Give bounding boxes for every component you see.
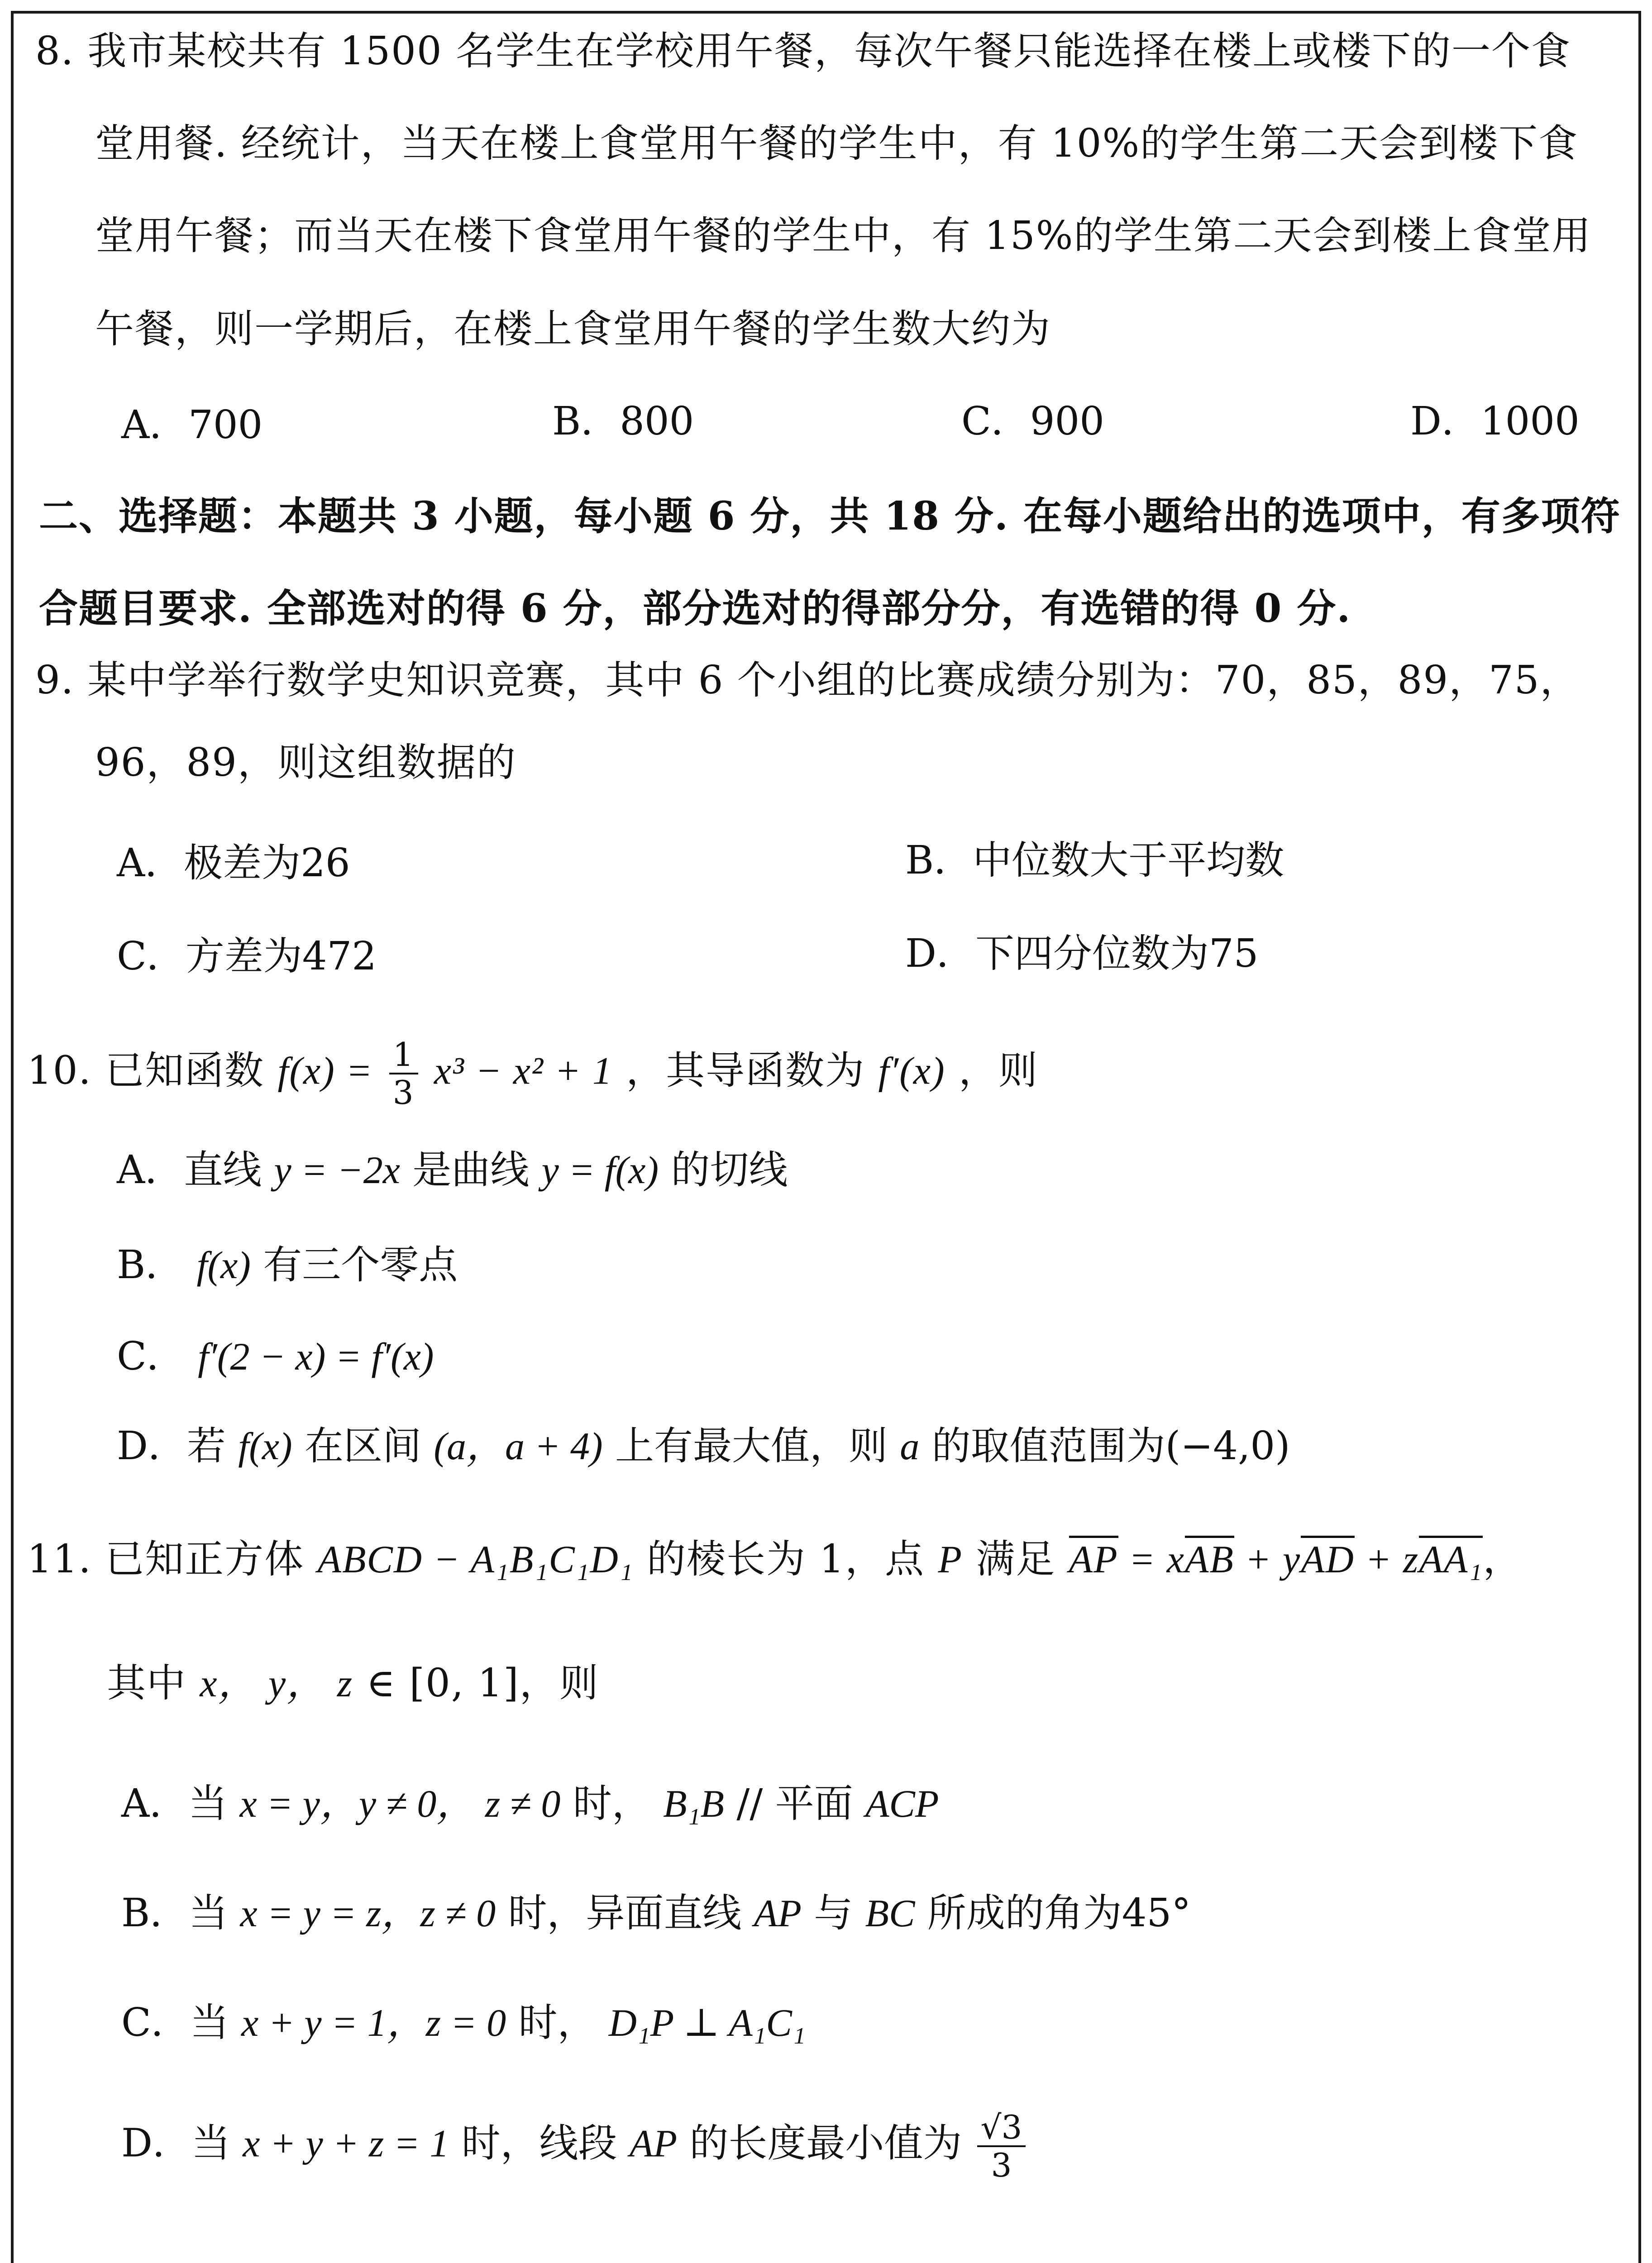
q8-line3: 堂用午餐；而当天在楼下食堂用午餐的学生中，有 15%的学生第二天会到楼上食堂用 bbox=[95, 213, 1592, 258]
q11-option-d bbox=[121, 2109, 1028, 2183]
q9-number: 9. bbox=[35, 658, 75, 703]
q11-option-c-label: C．当 bbox=[121, 2000, 229, 2045]
q11-option-d-mid: 时，线段 bbox=[461, 2120, 617, 2166]
q11-option-b-mid: 时，异面直线 bbox=[508, 1891, 742, 1936]
q8-option-c: C．900 bbox=[961, 399, 1104, 444]
q11-line2-vars: x， y， z bbox=[200, 1661, 353, 1705]
q10-option-c bbox=[117, 1332, 434, 1381]
q11-plus1: + y bbox=[1234, 1537, 1301, 1581]
q10-option-b-end: 有三个零点 bbox=[263, 1242, 458, 1288]
q10-option-b bbox=[117, 1240, 458, 1290]
q11-stem bbox=[27, 1534, 1523, 1584]
q10-stem bbox=[27, 1036, 1038, 1111]
q8-line4: 午餐，则一学期后，在楼上食堂用午餐的学生数大约为 bbox=[95, 306, 1051, 352]
q11-option-a-edge: B₁B bbox=[663, 1782, 725, 1825]
q11-option-c-relation: D₁P ⊥ A₁C₁ bbox=[608, 2001, 806, 2044]
q9-option-b: B．中位数大于平均数 bbox=[905, 838, 1284, 883]
q10-number: 10. bbox=[27, 1048, 92, 1093]
q11-option-c bbox=[121, 1998, 806, 2048]
q10-option-c-math: f′(2 − x) = f′(x) bbox=[198, 1335, 434, 1378]
q10-option-d-interval: (a，a + 4) bbox=[434, 1424, 603, 1468]
q11-option-a-cond: x = y，y ≠ 0， z ≠ 0 bbox=[239, 1782, 561, 1825]
q11-vector-ab: AB bbox=[1185, 1536, 1234, 1580]
q11-option-c-mid: 时， bbox=[518, 2000, 597, 2045]
q11-option-b-label: B．当 bbox=[121, 1891, 228, 1936]
section2-heading-line2: 合题目要求. 全部选对的得 6 分，部分选对的得部分分，有选错的得 0 分. bbox=[39, 586, 1351, 631]
q9-line2: 96，89，则这组数据的 bbox=[95, 740, 516, 785]
q10-fraction-numerator: 1 bbox=[389, 1036, 418, 1074]
q10-option-b-math: f(x) bbox=[196, 1243, 251, 1287]
q11-eq: = x bbox=[1118, 1537, 1185, 1581]
q11-option-b-mid2: 与 bbox=[814, 1891, 853, 1936]
q10-option-b-label: B． bbox=[117, 1242, 185, 1288]
q10-option-a-label: A．直线 bbox=[117, 1147, 262, 1193]
q8-option-a: A．700 bbox=[121, 402, 263, 448]
q11-option-d-ap: AP bbox=[629, 2121, 677, 2165]
q11-vector-ap: AP bbox=[1069, 1536, 1118, 1580]
q11-cube: ABCD − A₁B₁C₁D₁ bbox=[317, 1537, 634, 1581]
q11-option-a-mid: 时， bbox=[573, 1781, 651, 1826]
q11-stem-a: 已知正方体 bbox=[105, 1537, 305, 1582]
q11-number: 11. bbox=[27, 1537, 92, 1582]
q11-point: P bbox=[938, 1537, 963, 1581]
q11-option-b-ap: AP bbox=[754, 1891, 802, 1935]
q11-line2-a: 其中 bbox=[107, 1661, 186, 1706]
q10-polynomial: x³ − x² + 1 bbox=[434, 1049, 613, 1093]
q11-option-d-mid2: 的长度最小值为 bbox=[689, 2120, 962, 2166]
q11-option-b-cond: x = y = z，z ≠ 0 bbox=[240, 1891, 496, 1935]
q10-option-a-curve: y = f(x) bbox=[541, 1148, 659, 1192]
q9-line1 bbox=[35, 655, 1580, 705]
q8-number: 8. bbox=[35, 29, 75, 74]
q11-option-b bbox=[121, 1888, 1191, 1938]
q11-line2 bbox=[107, 1658, 599, 1708]
q11-option-b-bc: BC bbox=[865, 1891, 915, 1935]
q9-stem-line1: 某中学举行数学史知识竞赛，其中 6 个小组的比赛成绩分别为：70，85，89，75， bbox=[87, 658, 1580, 703]
q10-option-d bbox=[117, 1421, 1290, 1471]
q10-option-a-line: y = −2x bbox=[274, 1148, 400, 1192]
q11-stem-end: ， bbox=[1483, 1537, 1523, 1582]
q8-option-b: B．800 bbox=[552, 399, 694, 444]
q10-option-d-mid2: 上有最大值，则 bbox=[615, 1423, 888, 1469]
q11-option-d-fraction bbox=[977, 2109, 1026, 2183]
q11-option-a-plane: ACP bbox=[865, 1782, 939, 1825]
q8-line2: 堂用餐. 经统计，当天在楼上食堂用午餐的学生中，有 10%的学生第二天会到楼下食 bbox=[95, 121, 1579, 166]
q10-option-d-end: 的取值范围为(−4,0) bbox=[931, 1423, 1290, 1469]
q11-option-c-cond: x + y = 1，z = 0 bbox=[241, 2001, 506, 2044]
q11-option-b-end: 所成的角为45° bbox=[927, 1891, 1191, 1936]
q10-option-d-label: D．若 bbox=[117, 1423, 226, 1469]
q11-option-d-denominator: 3 bbox=[991, 2146, 1012, 2184]
q11-option-a-end: // 平面 bbox=[736, 1781, 853, 1826]
q11-option-a bbox=[121, 1779, 939, 1829]
q10-derivative: f′(x) bbox=[878, 1049, 945, 1093]
q8-option-d: D．1000 bbox=[1410, 399, 1580, 444]
q10-stem-a: 已知函数 bbox=[105, 1048, 265, 1093]
q10-option-d-a: a bbox=[900, 1424, 920, 1468]
q11-option-d-label: D．当 bbox=[121, 2120, 230, 2166]
q11-option-d-numerator: √3 bbox=[977, 2109, 1026, 2147]
q11-option-d-cond: x + y + z = 1 bbox=[243, 2121, 449, 2165]
q11-plus2: + z bbox=[1354, 1537, 1419, 1581]
q8-stem-line1: 我市某校共有 1500 名学生在学校用午餐，每次午餐只能选择在楼上或楼下的一个食 bbox=[87, 29, 1571, 74]
q11-line2-b: ∈ [0, 1]，则 bbox=[366, 1661, 599, 1706]
q10-option-a-end: 的切线 bbox=[671, 1147, 788, 1193]
q10-stem-c: ，则 bbox=[959, 1048, 1039, 1093]
q10-option-c-label: C． bbox=[117, 1334, 186, 1379]
q11-option-a-label: A．当 bbox=[121, 1781, 228, 1826]
q11-stem-c: 满足 bbox=[976, 1537, 1056, 1582]
q9-option-a: A．极差为26 bbox=[117, 840, 350, 886]
q10-option-d-fx: f(x) bbox=[238, 1424, 292, 1468]
q10-fraction-denominator: 3 bbox=[392, 1074, 415, 1112]
q10-fx: f(x) = bbox=[277, 1049, 373, 1093]
q10-option-d-mid1: 在区间 bbox=[304, 1423, 421, 1469]
q11-vector-ad: AD bbox=[1301, 1536, 1355, 1580]
q9-option-c: C．方差为472 bbox=[117, 934, 377, 979]
q10-option-a bbox=[117, 1145, 788, 1195]
q11-stem-b: 的棱长为 1，点 bbox=[646, 1537, 925, 1582]
q11-vector-aa1: AA₁ bbox=[1419, 1536, 1483, 1580]
q10-stem-b: ，其导函数为 bbox=[626, 1048, 865, 1093]
q10-fraction bbox=[389, 1036, 418, 1111]
q9-option-d: D．下四分位数为75 bbox=[905, 931, 1259, 976]
section2-heading-line1: 二、选择题：本题共 3 小题，每小题 6 分，共 18 分. 在每小题给出的选项中，有多项符 bbox=[39, 493, 1621, 539]
q8-line1 bbox=[35, 26, 1571, 76]
q10-option-a-mid: 是曲线 bbox=[412, 1147, 530, 1193]
